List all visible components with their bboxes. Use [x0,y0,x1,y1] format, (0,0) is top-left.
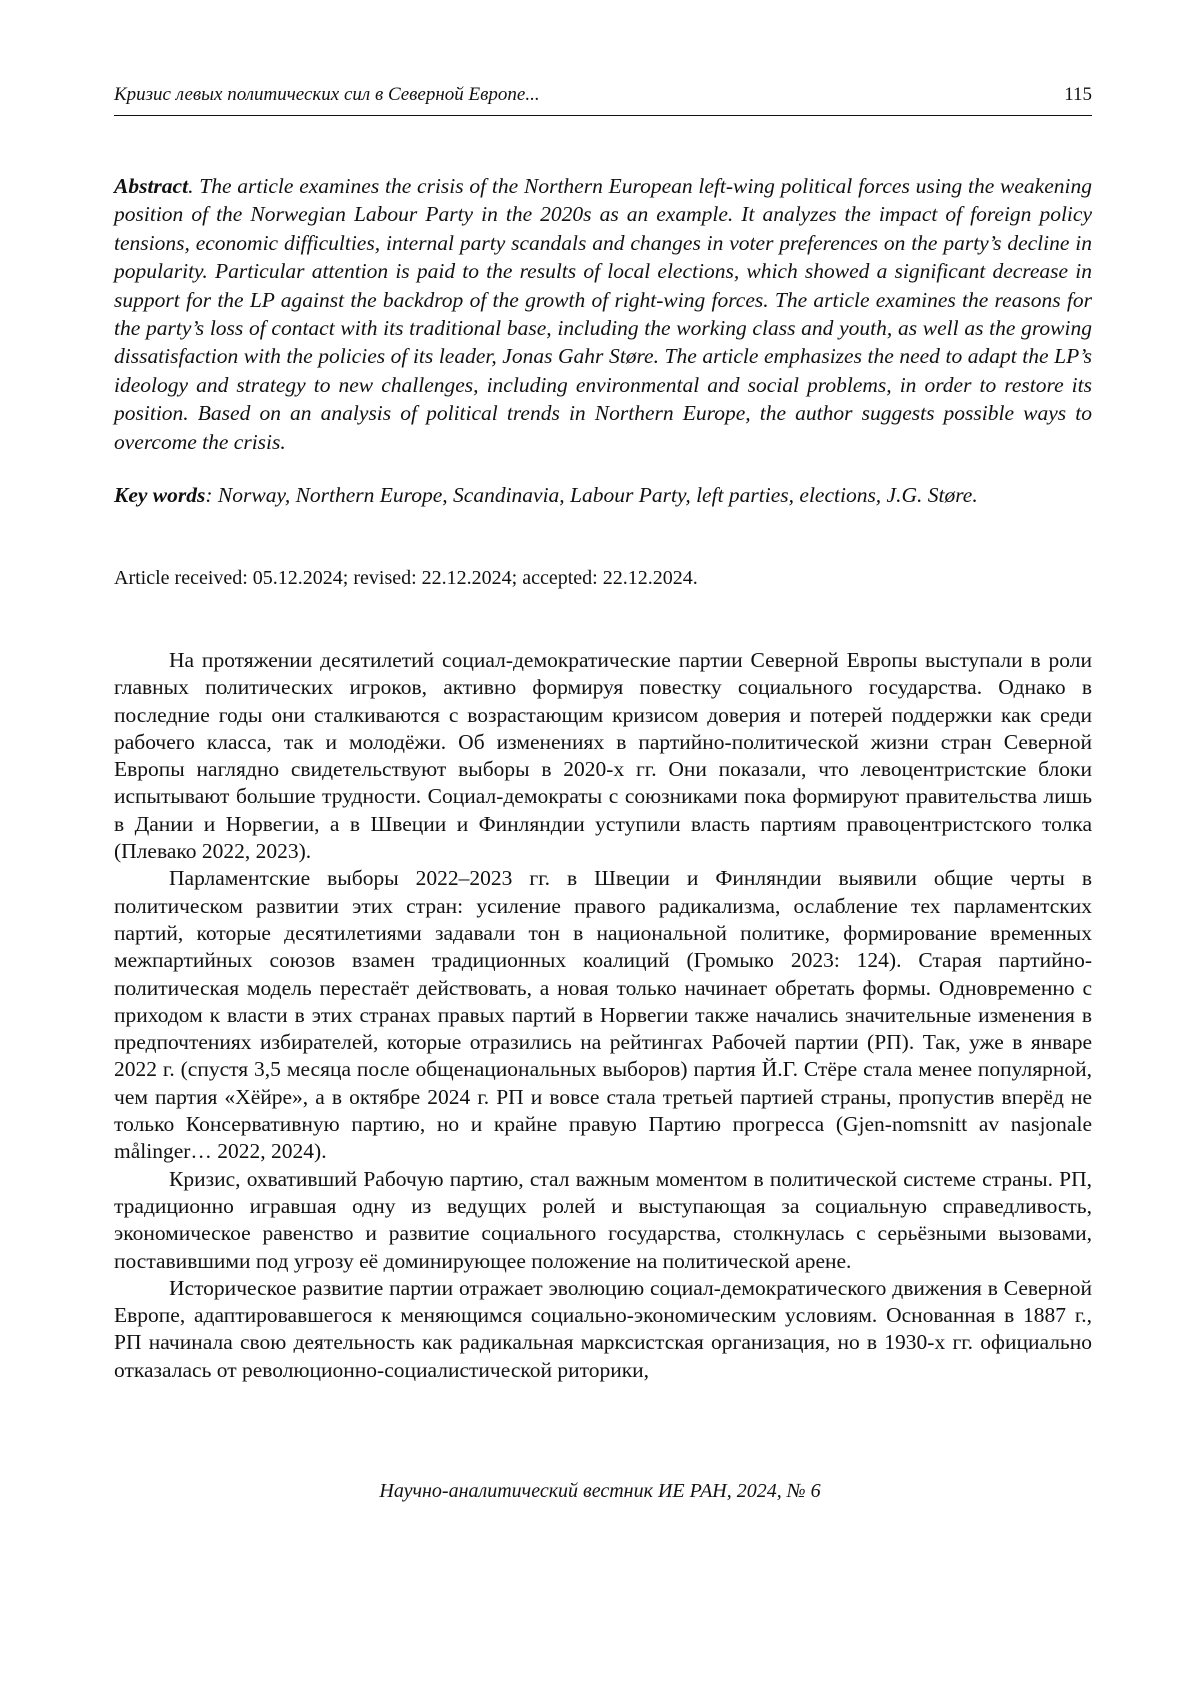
body-paragraph-1: На протяжении десятилетий социал-демократические партии Северной Европы выступали в роли главных политических игроков, активно формируя повестку социального государства. Однако в последние годы они сталкиваются с возрастающим кризисом доверия и потерей поддержки как среди рабочего класса, так и молодёжи. Об изменениях в партийно-политической жизни стран Северной Европы наглядно свидетельствуют выборы в 2020-х гг. Они показали, что левоцентристские блоки испытывают большие трудности. Социал-демократы с союзниками пока формируют правительства лишь в Дании и Норвегии, а в Швеции и Финляндии уступили власть партиям правоцентристского толка (Плевако 2022, 2023). [114,648,1092,864]
body-paragraph-2: Парламентские выборы 2022–2023 гг. в Швеции и Финляндии выявили общие черты в политическом развитии этих стран: усиление правого радикализма, ослабление тех парламентских партий, которые десятилетиями задавали тон в национальной политике, формирование временных межпартийных союзов взамен традиционных коалиций (Громыко 2023: 124). Старая партийно-политическая модель перестаёт действовать, а новая только начинает обретать формы. Одновременно с приходом к власти в этих странах правых партий в Норвегии также начались значительные изменения в предпочтениях избирателей, которые отразились на рейтингах Рабочей партии (РП). Так, уже в январе 2022 г. (спустя 3,5 месяца после общенациональных выборов) партия Й.Г. Стёре стала менее популярной, чем партия «Хёйре», а в октябре 2024 г. РП и вовсе стала третьей партией страны, пропустив вперёд не только Консервативную партию, но и крайне правую Партию прогресса (Gjen-nomsnitt av nasjonale målinger… 2022, 2024). [114,866,1092,1164]
article-body [114,647,1092,1384]
running-header [114,82,1092,116]
running-title: Кризис левых политических сил в Северной Европе... [114,84,540,105]
page-number: 115 [1064,84,1092,105]
body-paragraph-3: Кризис, охвативший Рабочую партию, стал важным моментом в политической системе страны. РП, традиционно игравшая одну из ведущих ролей и выступающая за социальную справедливость, экономическое равенство и развитие социального государства, столкнулась с серьёзными вызовами, поставившими под угрозу её доминирующее положение на политической арене. [114,1166,1092,1273]
journal-footer: Научно-аналитический вестник ИЕ РАН, 2024, № 6 [379,1480,821,1502]
abstract-text: . The article examines the crisis of the Northern European left-wing political forces using the weakening position of the Norwegian Labour Party in the 2020s as an example. It analyzes the impact of foreign policy tensions, economic difficulties, internal party scandals and changes in voter preferences on the party’s decline in popularity. Particular attention is paid to the results of local elections, which showed a significant decrease in support for the LP against the backdrop of the growth of right-wing forces. The article examines the reasons for the party’s loss of contact with its traditional base, including the working class and youth, as well as the growing dissatisfaction with the policies of its leader, Jonas Gahr Støre. The article emphasizes the need to adapt the LP’s ideology and strategy to new challenges, including environmental and social problems, in order to restore its position. Based on an analysis of political trends in Northern Europe, the author suggests possible ways to overcome the crisis. [114,174,1092,454]
article-dates: Article received: 05.12.2024; revised: 22.12.2024; accepted: 22.12.2024. [114,567,698,589]
abstract-label: Abstract [114,174,189,198]
keywords [114,481,1092,509]
body-paragraph-4: Историческое развитие партии отражает эволюцию социал-демократического движения в Северной Европе, адаптировавшегося к меняющимся социально-экономическим условиям. Основанная в 1887 г., РП начинала свою деятельность как радикальная марксистская организация, но в 1930-х гг. официально отказалась от революционно-социалистической риторики, [114,1275,1092,1382]
abstract [114,172,1092,456]
keywords-text: : Norway, Northern Europe, Scandinavia, Labour Party, left parties, elections, J.G. Støre. [205,483,978,507]
keywords-label: Key words [114,483,206,507]
